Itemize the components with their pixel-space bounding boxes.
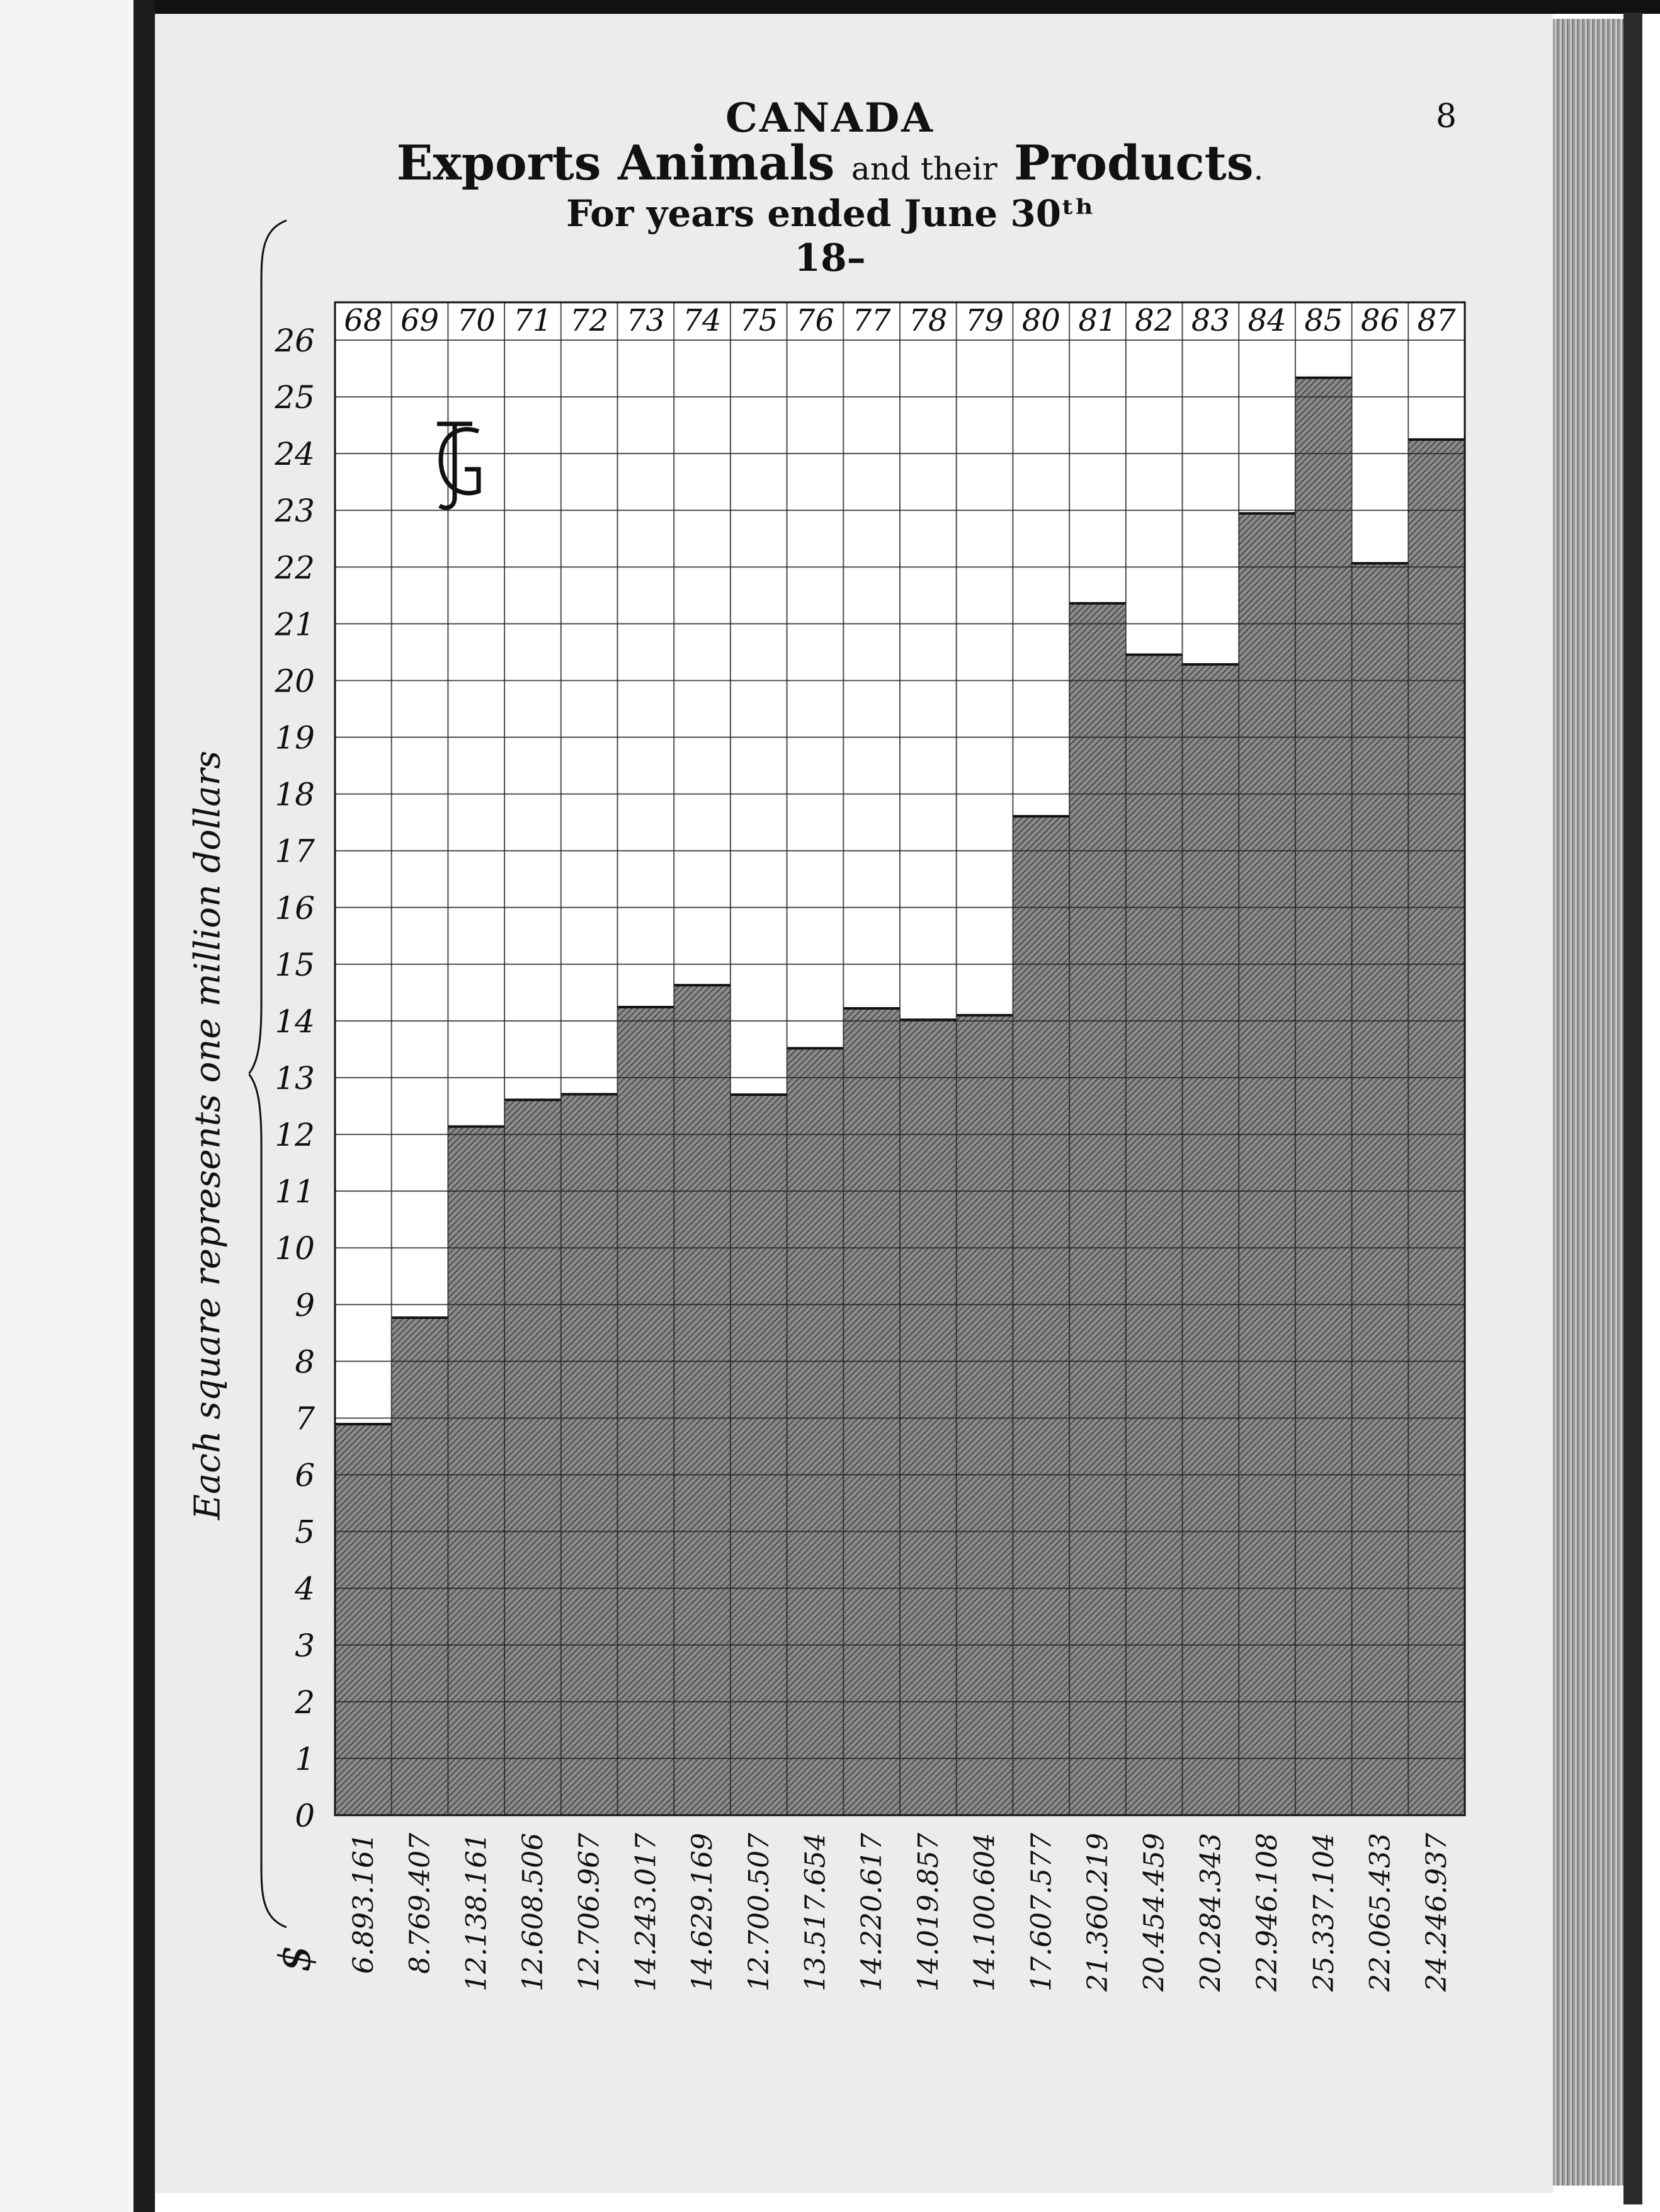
- chart-title: CANADA: [725, 94, 935, 142]
- x-category-74: 74: [683, 303, 722, 338]
- value-label-79: 14.100.604: [969, 1833, 1001, 1992]
- y-tick-26: 26: [275, 322, 315, 359]
- y-tick-2: 2: [295, 1684, 315, 1721]
- page-number: 8: [1436, 98, 1457, 135]
- value-label-72: 12.706.967: [573, 1833, 606, 1992]
- y-tick-25: 25: [275, 379, 315, 416]
- value-label-86: 22.065.433: [1364, 1833, 1397, 1992]
- value-label-71: 12.608.506: [516, 1833, 549, 1992]
- y-tick-5: 5: [295, 1514, 315, 1551]
- value-label-76: 13.517.654: [799, 1833, 832, 1992]
- x-category-78: 78: [909, 303, 948, 338]
- y-tick-18: 18: [275, 776, 315, 813]
- x-category-73: 73: [626, 303, 665, 338]
- subtitle-part-and-their: and their: [851, 151, 998, 187]
- subtitle-part-products: Products: [1014, 135, 1254, 191]
- y-tick-22: 22: [275, 549, 315, 586]
- y-axis-label: Each square represents one million dollars: [187, 750, 229, 1520]
- subtitle-part-exports: Exports Animals: [396, 135, 835, 191]
- y-tick-1: 1: [295, 1740, 315, 1777]
- y-tick-15: 15: [275, 946, 315, 983]
- y-tick-21: 21: [275, 606, 315, 643]
- value-label-74: 14.629.169: [686, 1833, 719, 1992]
- chart-century: 18–: [794, 236, 866, 280]
- value-label-80: 17.607.577: [1025, 1833, 1058, 1992]
- y-tick-8: 8: [295, 1343, 315, 1381]
- value-label-77: 14.220.617: [856, 1833, 889, 1992]
- y-tick-6: 6: [295, 1457, 315, 1494]
- currency-symbol: $: [271, 1944, 321, 1973]
- value-label-87: 24.246.937: [1421, 1833, 1453, 1992]
- chart-period: For years ended June 30ᵗʰ: [566, 192, 1094, 235]
- y-tick-23: 23: [275, 493, 315, 530]
- x-category-81: 81: [1078, 303, 1117, 338]
- x-category-84: 84: [1248, 303, 1287, 338]
- x-category-70: 70: [457, 303, 496, 338]
- x-category-83: 83: [1191, 303, 1230, 338]
- value-label-68: 6.893.161: [347, 1833, 380, 1974]
- y-tick-9: 9: [295, 1287, 315, 1324]
- y-tick-16: 16: [275, 889, 315, 926]
- x-category-71: 71: [513, 303, 552, 338]
- value-label-75: 12.700.507: [742, 1833, 775, 1992]
- x-category-79: 79: [965, 303, 1004, 338]
- y-tick-13: 13: [275, 1060, 315, 1097]
- x-category-80: 80: [1021, 303, 1060, 338]
- y-tick-19: 19: [275, 719, 315, 756]
- subtitle-period-mark: .: [1253, 151, 1264, 187]
- y-tick-12: 12: [275, 1117, 315, 1154]
- x-category-75: 75: [739, 303, 778, 338]
- y-tick-4: 4: [295, 1570, 315, 1607]
- value-label-83: 20.284.343: [1195, 1833, 1227, 1992]
- x-category-82: 82: [1135, 303, 1174, 338]
- value-label-81: 21.360.219: [1081, 1833, 1114, 1992]
- y-tick-10: 10: [275, 1230, 315, 1267]
- y-tick-14: 14: [275, 1003, 315, 1040]
- value-label-82: 20.454.459: [1138, 1833, 1171, 1992]
- y-tick-20: 20: [275, 663, 315, 700]
- x-category-69: 69: [401, 303, 440, 338]
- value-label-73: 14.243.017: [630, 1833, 662, 1992]
- value-label-69: 8.769.407: [404, 1833, 436, 1974]
- y-tick-11: 11: [275, 1173, 315, 1211]
- x-category-86: 86: [1360, 303, 1399, 338]
- y-tick-17: 17: [275, 833, 315, 870]
- x-category-77: 77: [852, 303, 891, 338]
- value-label-84: 22.946.108: [1251, 1833, 1284, 1992]
- x-category-85: 85: [1304, 303, 1343, 338]
- x-category-72: 72: [570, 303, 609, 338]
- x-category-76: 76: [795, 303, 834, 338]
- x-category-68: 68: [344, 303, 383, 338]
- value-label-85: 25.337.104: [1307, 1833, 1340, 1992]
- y-tick-24: 24: [275, 436, 315, 473]
- value-label-78: 14.019.857: [912, 1833, 945, 1992]
- y-tick-3: 3: [295, 1627, 315, 1664]
- value-label-70: 12.138.161: [460, 1833, 493, 1992]
- y-tick-0: 0: [295, 1798, 315, 1834]
- x-category-87: 87: [1417, 303, 1456, 338]
- y-tick-7: 7: [295, 1400, 315, 1437]
